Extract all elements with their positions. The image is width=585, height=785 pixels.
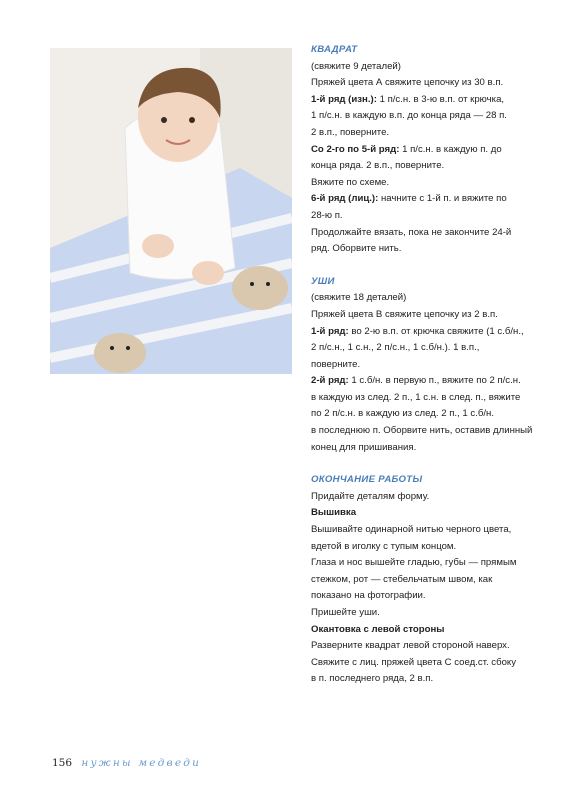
line-text: 2 п/с.н., 1 с.н., 2 п/с.н., 1 с.б/н.). 1 в.п., [311,342,480,354]
text-line [311,489,573,506]
line-text: 2 в.п., поверните. [311,126,390,138]
bold-label: 1-й ряд: [311,325,349,337]
bold-label: Окантовка с левой стороны [311,623,445,635]
text-line [311,423,573,440]
line-text: (свяжите 9 деталей) [311,60,401,72]
line-text: Свяжите с лиц. пряжей цвета С соед.ст. сбоку [311,656,517,668]
line-text: Пряжей цвета В свяжите цепочку из 2 в.п. [311,308,498,320]
bold-label: Со 2-го по 5-й ряд: [311,143,400,155]
text-line [311,324,573,341]
line-text: в последнюю п. Оборвите нить, оставив длинный [311,425,533,437]
line-text: во 2-ю в.п. от крючка свяжите (1 с.б/н., [348,325,524,337]
line-text: начните с 1-й п. и вяжите по [378,193,507,205]
text-line [311,588,573,605]
text-line [311,142,573,159]
kvadrat-body [311,59,573,258]
page-footer [52,757,201,769]
line-text: конец для пришивания. [311,441,417,453]
section-heading-okonchanie: ОКОНЧАНИЕ РАБОТЫ [311,474,423,486]
line-text: Придайте деталям форму. [311,490,430,502]
book-title: нужны медведи [81,757,202,769]
text-line [311,175,573,192]
text-line [311,125,573,142]
text-line [311,59,573,76]
section-heading-kvadrat: КВАДРАТ [311,44,358,55]
line-text: (свяжите 18 деталей) [311,292,407,304]
text-line [311,572,573,589]
bold-label: 6-й ряд (лиц.): [311,193,379,205]
line-text: конца ряда. 2 в.п., поверните. [311,160,445,172]
line-text: показано на фотографии. [311,590,426,602]
bold-label: Вышивка [311,507,357,519]
text-line [311,373,573,390]
line-text: Разверните квадрат левой стороной наверх. [311,640,510,652]
line-text: Вышивайте одинарной нитью черного цвета, [311,524,512,536]
text-line [311,605,573,622]
text-line [311,505,573,522]
text-line [311,522,573,539]
text-line [311,390,573,407]
section-heading-ushi: УШИ [311,275,335,287]
line-text: ряд. Оборвите нить. [311,243,402,255]
text-line [311,638,573,655]
bold-label: 2-й ряд: [311,375,349,387]
baby-blanket-photo [50,48,292,374]
line-text: 1 п/с.н. в каждую в.п. до конца ряда — 28 п. [311,110,507,122]
line-text: в п. последнего ряда, 2 в.п. [311,673,434,685]
text-line [311,307,573,324]
text-line [311,108,573,125]
text-line [311,655,573,672]
text-line [311,440,573,457]
line-text: 1 с.б/н. в первую п., вяжите по 2 п/с.н. [348,375,521,387]
text-line [311,191,573,208]
text-line [311,158,573,175]
text-line [311,555,573,572]
line-text: вдетой в иголку с тупым концом. [311,540,457,552]
line-text: Глаза и нос вышейте гладью, губы — прямым [311,557,517,569]
text-line [311,241,573,258]
line-text: 28-ю п. [311,209,343,221]
line-text: стежком, рот — стебельчатым швом, как [311,573,493,585]
bold-label: 1-й ряд (изн.): [311,93,377,105]
text-line [311,340,573,357]
line-text: в каждую из след. 2 п., 1 с.н. в след. п., вяжите [311,391,521,403]
line-text: Вяжите по схеме. [311,176,390,188]
line-text: 1 п/с.н. в каждую п. до [399,143,502,155]
text-line [311,290,573,307]
page-number: 156 [52,757,73,769]
line-text: по 2 п/с.н. в каждую из след. 2 п., 1 с.б/н. [311,408,494,420]
text-line [311,75,573,92]
ushi-body [311,290,573,456]
text-line [311,539,573,556]
text-line [311,622,573,639]
line-text: поверните. [311,358,361,370]
text-line [311,92,573,109]
text-line [311,671,573,688]
okonchanie-body [311,489,573,688]
line-text: Пришейте уши. [311,607,380,618]
line-text: Пряжей цвета А свяжите цепочку из 30 в.п. [311,77,504,89]
text-line [311,406,573,423]
photo-illustration [50,48,292,374]
line-text: Продолжайте вязать, пока не закончите 24-й [311,226,512,238]
instructions-column [311,42,573,688]
text-line [311,208,573,225]
line-text: 1 п/с.н. в 3-ю в.п. от крючка, [376,93,505,105]
text-line [311,357,573,374]
text-line [311,225,573,242]
